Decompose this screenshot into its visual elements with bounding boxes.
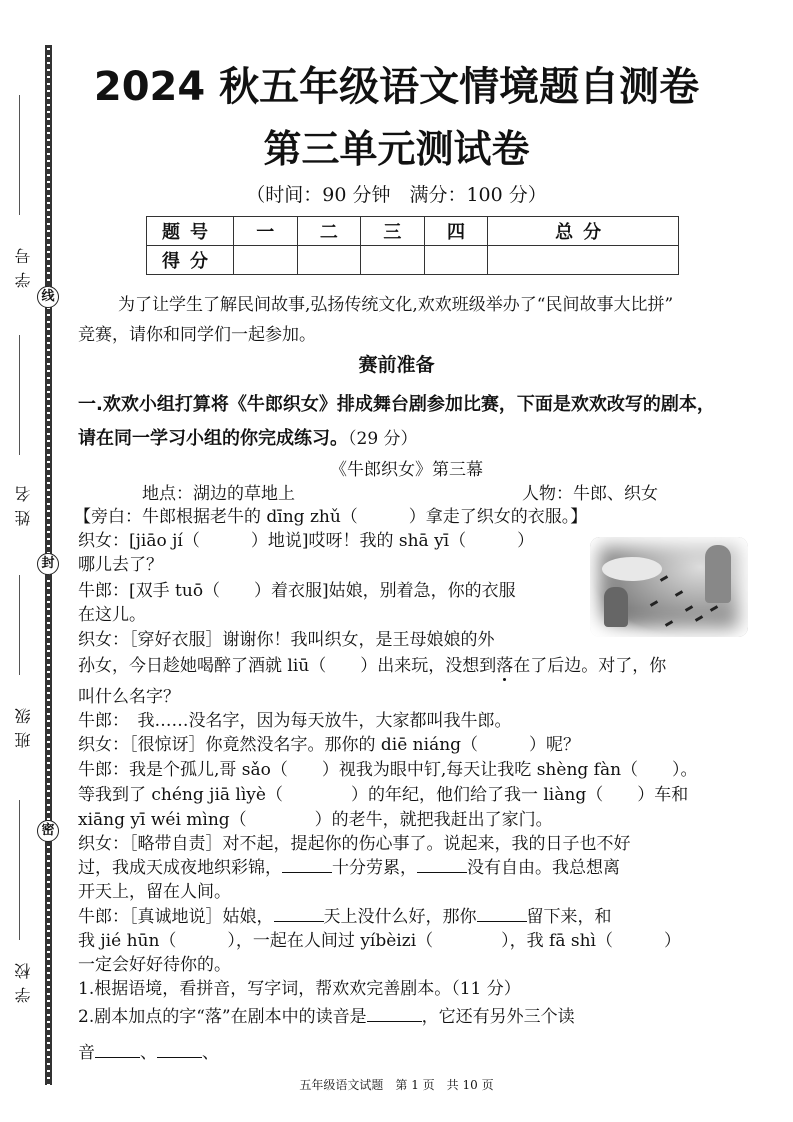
script-line-11: 牛郎：我是个孤儿,哥 sǎo（ ）视我为眼中钉,每天让我吃 shèng fàn（ ）。 bbox=[78, 760, 698, 780]
section-title: 赛前准备 bbox=[358, 354, 435, 376]
exam-subtitle: 第三单元测试卷 bbox=[263, 127, 530, 171]
student-id-label: 学号 bbox=[14, 240, 33, 288]
header-cell-1: 一 bbox=[234, 217, 298, 246]
score-table-score-row bbox=[147, 246, 679, 275]
page-footer: 五年级语文试题 第 1 页 共 10 页 bbox=[299, 1078, 494, 1092]
score-input-1[interactable] bbox=[234, 246, 298, 275]
script-line-14: 织女：［略带自责］对不起，提起你的伤心事了。说起来，我的日子也不好 bbox=[78, 834, 631, 854]
script-line-4: 牛郎：[双手 tuō（ ）着衣服]姑娘，别着急，你的衣服 bbox=[78, 581, 516, 601]
question1-line-2 bbox=[78, 424, 418, 450]
script-line-7 bbox=[78, 651, 666, 676]
subquestion-1: 1.根据语境，看拼音，写字词，帮欢欢完善剧本。（11 分） bbox=[78, 979, 521, 999]
header-cell-4: 四 bbox=[424, 217, 488, 246]
score-input-3[interactable] bbox=[361, 246, 425, 275]
school-line bbox=[19, 800, 20, 940]
question1-text: 请在同一学习小组的你完成练习。 bbox=[78, 428, 348, 449]
class-label: 班级 bbox=[14, 700, 33, 748]
script-line-7a: 孙女，今日趁她喝醉了酒就 liū（ ）出来玩，没想到 bbox=[78, 656, 497, 676]
seal-xian: 线 bbox=[37, 286, 59, 308]
intro-line-2: 竞赛，请你和同学们一起参加。 bbox=[78, 325, 316, 345]
script-title: 《牛郎织女》第三幕 bbox=[330, 460, 483, 480]
blank-alt-reading-1[interactable] bbox=[95, 1043, 140, 1058]
header-cell-label: 题号 bbox=[147, 217, 234, 246]
score-table-header-row bbox=[147, 217, 679, 246]
script-line-8: 叫什么名字？ bbox=[78, 687, 180, 707]
question1-line-1: 一.欢欢小组打算将《牛郎织女》排成舞台剧参加比赛，下面是欢欢改写的剧本， bbox=[78, 394, 715, 415]
subquestion-2-text-a: 2.剧本加点的字“落”在剧本中的读音是 bbox=[78, 1007, 367, 1027]
script-line-narration: 【旁白：牛郎根据老牛的 dīng zhǔ（ ）拿走了织女的衣服。】 bbox=[74, 507, 588, 527]
script-line-13: xiāng yī wéi mìng（ ）的老牛，就把我赶出了家门。 bbox=[78, 810, 553, 830]
script-line-16: 开天上，留在人间。 bbox=[78, 882, 231, 902]
blank-1[interactable] bbox=[282, 858, 332, 873]
seal-mi: 密 bbox=[37, 820, 59, 842]
score-input-2[interactable] bbox=[297, 246, 361, 275]
subquestion-2-text-c: 音 bbox=[78, 1043, 95, 1063]
script-line-15 bbox=[78, 853, 620, 878]
blank-reading[interactable] bbox=[367, 1007, 422, 1022]
blank-2[interactable] bbox=[417, 858, 467, 873]
score-row-label: 得分 bbox=[147, 246, 234, 275]
blank-4[interactable] bbox=[477, 907, 527, 922]
script-line-17c: 留下来，和 bbox=[526, 907, 612, 927]
score-table bbox=[146, 216, 679, 275]
script-line-17 bbox=[78, 902, 612, 927]
script-line-15b: 十分劳累， bbox=[332, 858, 417, 878]
exam-meta: （时间：90 分钟 满分：100 分） bbox=[246, 184, 547, 206]
header-cell-2: 二 bbox=[297, 217, 361, 246]
separator-1: 、 bbox=[140, 1043, 157, 1063]
blank-alt-reading-2[interactable] bbox=[157, 1043, 202, 1058]
script-line-19: 一定会好好待你的。 bbox=[78, 955, 231, 975]
dotted-char: 落 bbox=[496, 656, 514, 676]
class-line bbox=[19, 575, 20, 675]
blank-3[interactable] bbox=[274, 907, 324, 922]
script-line-12: 等我到了 chéng jiā lìyè（ ）的年纪，他们给了我一 liàng（ ）车和 bbox=[78, 785, 689, 805]
script-line-9: 牛郎： 我……没名字，因为每天放牛，大家都叫我牛郎。 bbox=[78, 711, 512, 731]
school-label: 学校 bbox=[14, 955, 33, 1003]
script-line-2: 织女：[jiāo jí（ ）地说]哎呀！我的 shā yī（ ） bbox=[78, 531, 535, 551]
header-cell-3: 三 bbox=[361, 217, 425, 246]
script-line-17b: 天上没什么好，那你 bbox=[323, 907, 477, 927]
script-line-3: 哪儿去了？ bbox=[78, 555, 163, 575]
score-input-4[interactable] bbox=[424, 246, 488, 275]
cowherd-weaver-illustration bbox=[590, 537, 748, 637]
subquestion-2-line-1 bbox=[78, 1002, 575, 1027]
script-line-15a: 过，我成天成夜地织彩锦， bbox=[78, 858, 282, 878]
intro-line-1: 为了让学生了解民间故事,弘扬传统文化,欢欢班级举办了“民间故事大比拼” bbox=[118, 295, 674, 315]
script-line-15c: 没有自由。我总想离 bbox=[467, 858, 620, 878]
script-line-5: 在这儿。 bbox=[78, 605, 146, 625]
script-place: 地点：湖边的草地上 bbox=[142, 484, 295, 504]
subquestion-2-text-b: ，它还有另外三个读 bbox=[421, 1007, 575, 1027]
seal-feng: 封 bbox=[37, 553, 59, 575]
script-characters: 人物：牛郎、织女 bbox=[522, 484, 658, 504]
separator-2: 、 bbox=[202, 1043, 219, 1063]
script-line-17a: 牛郎：［真诚地说］姑娘， bbox=[78, 907, 274, 927]
exam-title: 2024 秋五年级语文情境题自测卷 bbox=[93, 64, 700, 110]
script-line-6: 织女：［穿好衣服］谢谢你！我叫织女，是王母娘娘的外 bbox=[78, 630, 495, 650]
script-line-10: 织女：［很惊讶］你竟然没名字。那你的 diē niáng（ ）呢？ bbox=[78, 735, 581, 755]
script-line-18: 我 jié hūn（ ），一起在人间过 yíbèizi（ ），我 fā shì（ ） bbox=[78, 931, 681, 951]
header-cell-total: 总分 bbox=[488, 217, 679, 246]
score-input-total[interactable] bbox=[488, 246, 679, 275]
subquestion-2-line-2 bbox=[78, 1038, 219, 1063]
script-line-7b: 在了后边。对了，你 bbox=[513, 656, 667, 676]
name-label: 姓名 bbox=[14, 478, 33, 526]
question1-score: （29 分） bbox=[348, 429, 418, 449]
